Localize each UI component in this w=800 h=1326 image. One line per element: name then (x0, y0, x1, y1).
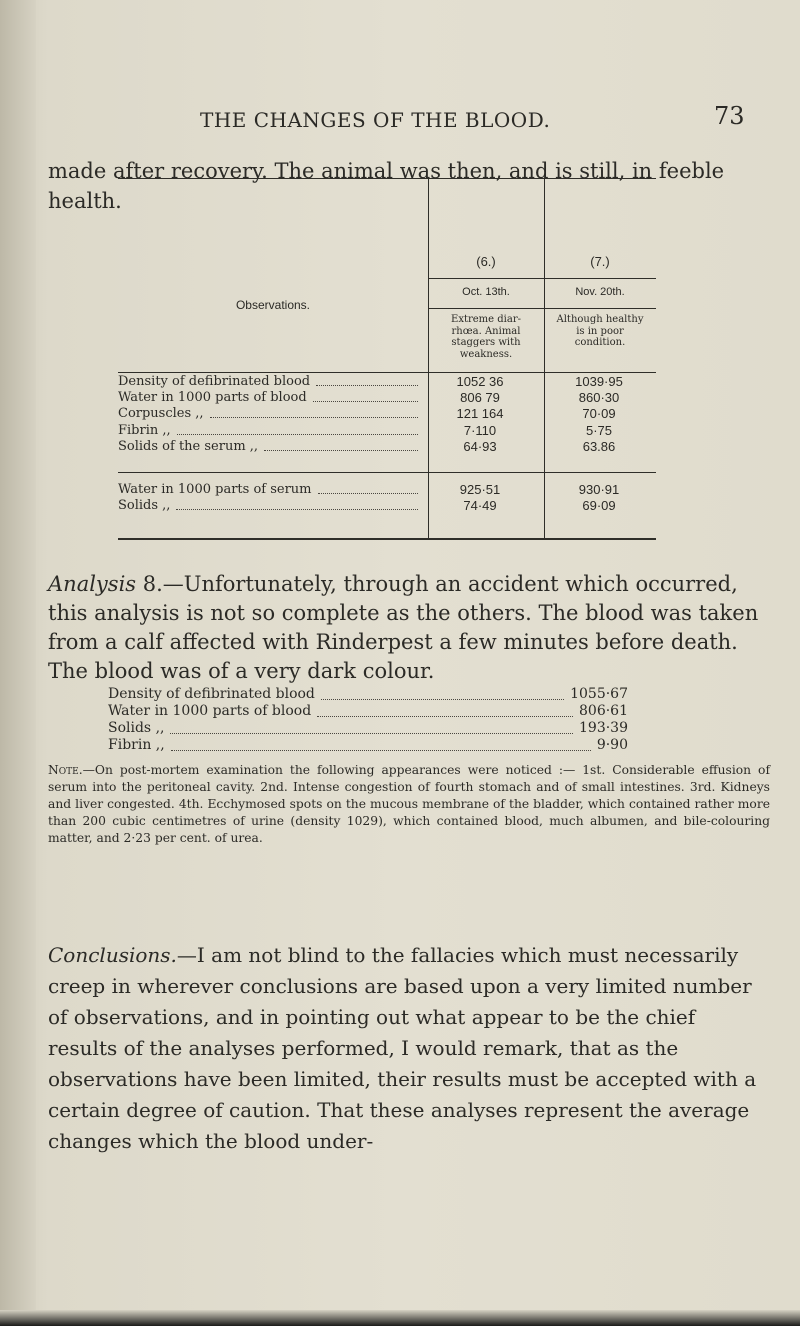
column-note: Extreme diar-rhœa. Animal staggers with weakness. (451, 314, 521, 360)
analysis-title: Analysis (48, 572, 137, 596)
table-rule (428, 308, 656, 309)
value-col-7: 5·75 (585, 422, 613, 438)
value-col-7: 1039·95 (575, 374, 623, 389)
row-label: Density of defibrinated blood (118, 374, 311, 389)
row-label: Solids of the serum ,, (118, 438, 259, 454)
analysis-values (108, 686, 628, 754)
value-col-6: 121 164 (456, 406, 504, 422)
analysis-value: 9·90 (596, 737, 628, 753)
table-row (100, 439, 638, 454)
analysis-value: 806·61 (579, 703, 628, 719)
dot-leader (210, 416, 418, 418)
analysis-label: Fibrin ,, (108, 737, 165, 753)
dot-leader (264, 449, 418, 451)
table-row (100, 498, 638, 513)
dot-leader (176, 508, 418, 510)
row-label: Solids ,, (118, 498, 171, 514)
conclusions-title: Conclusions. (48, 943, 177, 967)
column-number: (7.) (590, 254, 610, 269)
dot-leader (316, 384, 418, 386)
analysis-row (108, 737, 628, 754)
dot-leader (317, 715, 573, 717)
intro-paragraph: made after recovery. The animal was then, and is still, in feeble health. (48, 159, 725, 213)
running-title: THE CHANGES OF THE BLOOD. (200, 108, 551, 132)
analysis-row (108, 686, 628, 703)
dot-leader (321, 698, 564, 700)
table-top-rule (118, 178, 656, 179)
dot-leader (171, 749, 591, 751)
note-text: —On post-mortem examination the following appearances were noticed :— 1st. Considerable effusion of serum into the peritoneal cavity. 2nd. Intense congestion of fourth stomach and of small intestines. 3rd. Kidneys and liver congested. 4th. Ecchymosed spots on the mucous membrane of the bladder, which contained rather more than 200 cubic centimetres of urine (density 1029), which contained blood, much albumen, and bile-colouring matter, and 2·23 per cent. of urea. (48, 763, 770, 845)
value-col-6: 806 79 (460, 390, 500, 406)
page-gutter (0, 0, 36, 1326)
analysis-row (108, 720, 628, 737)
value-col-7: 69·09 (582, 498, 616, 514)
table-row (100, 482, 638, 497)
postmortem-note (48, 762, 770, 847)
value-col-6: 64·93 (463, 438, 497, 454)
table-row (100, 374, 638, 389)
value-col-6: 1052 36 (456, 374, 504, 389)
value-col-6: 74·49 (463, 498, 497, 514)
table-rule (118, 472, 656, 473)
row-label: Water in 1000 parts of blood (118, 390, 307, 406)
conclusions-text: —I am not blind to the fallacies which must necessarily creep in wherever conclusions are based upon a very limited number of observations, and in pointing out what appear to be the chief results of the analyses performed, I would remark, that as the observations have been limited, their results must be accepted with a certain degree of caution. That these analyses represent the average changes which the blood under- (48, 943, 757, 1153)
column-number: (6.) (476, 254, 496, 269)
analysis-label: Water in 1000 parts of blood (108, 703, 312, 719)
dot-leader (177, 433, 418, 435)
page-header (0, 102, 800, 138)
value-col-7: 860·30 (578, 390, 620, 406)
value-col-7: 70·09 (582, 406, 616, 422)
table-row (100, 423, 638, 438)
table-bottom-rule (118, 538, 656, 540)
analysis-label: Solids ,, (108, 720, 165, 736)
column-date: Nov. 20th. (575, 286, 625, 298)
table-row (100, 390, 638, 405)
observations-header: Observations. (235, 298, 311, 312)
value-col-7: 930·91 (578, 482, 620, 497)
analysis-row (108, 703, 628, 720)
page-number: 73 (714, 102, 745, 130)
dot-leader (170, 732, 573, 734)
dot-leader (313, 400, 418, 402)
analysis-label: Density of defibrinated blood (108, 686, 315, 702)
row-label: Corpuscles ,, (118, 406, 204, 422)
table-row (100, 406, 638, 421)
row-label: Fibrin ,, (118, 422, 171, 438)
row-label: Water in 1000 parts of serum (118, 482, 312, 497)
column-note: Although healthy is in poor condition. (556, 314, 644, 348)
analysis-paragraph (48, 570, 768, 686)
column-date: Oct. 13th. (462, 286, 510, 298)
table-rule (428, 278, 656, 279)
analysis-value: 1055·67 (570, 686, 628, 702)
page-edge-shadow (0, 1310, 800, 1326)
value-col-6: 7·110 (463, 422, 497, 438)
analysis-text: 8.—Unfortunately, through an accident which occurred, this analysis is not so complete as the others. The blood was taken from a calf affected with Rinderpest a few minutes before death. The blood was of a very dark colour. (48, 572, 759, 683)
value-col-6: 925·51 (459, 482, 501, 497)
conclusions-paragraph (48, 940, 770, 1157)
dot-leader (318, 492, 418, 494)
value-col-7: 63.86 (582, 438, 616, 454)
analysis-value: 193·39 (579, 720, 628, 736)
note-lead: Note. (48, 763, 83, 777)
table-rule (118, 372, 656, 373)
